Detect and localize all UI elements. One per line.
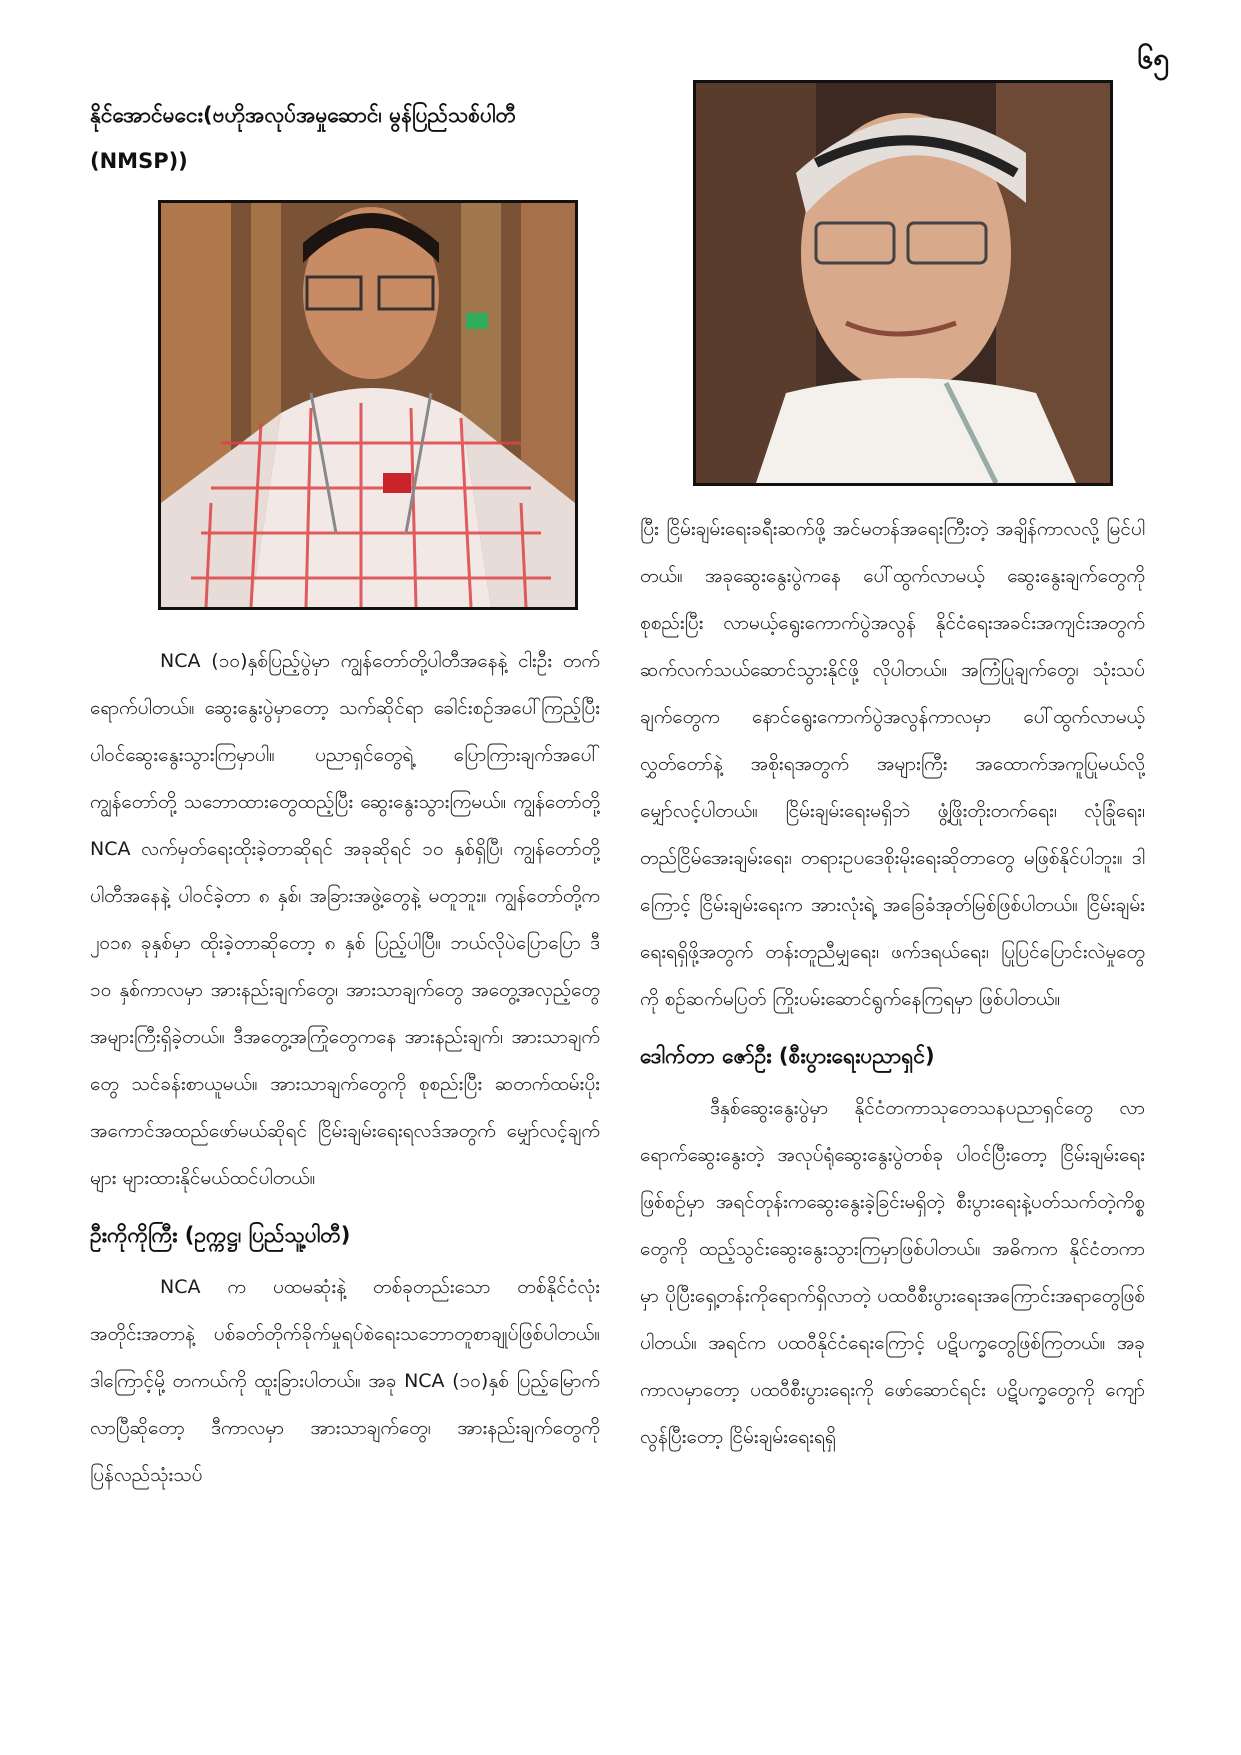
section-heading-ko-ko-gyi: ဦးကိုကိုကြီး (ဥက္ကဋ္ဌ၊ ပြည်သူ့ပါတီ)	[90, 1223, 351, 1247]
left-paragraph-1: NCA (၁၀)နှစ်ပြည့်ပွဲမှာ ကျွန်တော်တို့ပါတီအနေနဲ့ ငါးဦး တက်ရောက်ပါတယ်။ ဆွေးနွေးပွဲမှာတော့ သက်ဆိုင်ရာ ခေါင်းစဉ်အပေါ်ကြည့်ပြီး ပါဝင်ဆွေးနွေးသွားကြမှာပါ။ ပညာရှင်တွေရဲ့ ပြောကြားချက်အပေါ် ကျွန်တော်တို့ သဘောထားတွေထည့်ပြီး ဆွေးနွေးသွားကြမယ်။ ကျွန်တော်တို့ NCA လက်မှတ်ရေးထိုးခဲ့တာဆိုရင် အခုဆိုရင် ၁၀ နှစ်ရှိပြီ၊ ကျွန်တော်တို့ပါတီအနေနဲ့ ပါဝင်ခဲ့တာ ၈ နှစ်၊ အခြားအဖွဲ့တွေနဲ့ မတူဘူး။ ကျွန်တော်တို့က ၂၀၁၈ ခုနှစ်မှာ ထိုးခဲ့တာဆိုတော့ ၈ နှစ် ပြည့်ပါပြီ။ ဘယ်လိုပဲပြောပြော ဒီ ၁၀ နှစ်ကာလမှာ အားနည်းချက်တွေ၊ အားသာချက်တွေ အတွေ့အလှည့်တွေ အများကြီးရှိခဲ့တယ်။ ဒီအတွေ့အကြုံတွေကနေ အားနည်းချက်၊ အားသာချက်တွေ သင်ခန်းစာယူမယ်။ အားသာချက်တွေကို စုစည်းပြီး ဆတက်ထမ်းပိုး အကောင်အထည်ဖော်မယ်ဆိုရင် ငြိမ်းချမ်းရေးရလဒ်အတွက် မျှော်လင့်ချက်များ များထားနိုင်မယ်ထင်ပါတယ်။	[90, 650, 600, 1189]
speaker-name: နိုင်အောင်မငေး(ဗဟိုအလုပ်အမှုဆောင်၊ မွန်ပြည်သစ်ပါတီ	[90, 103, 517, 127]
right-paragraph-1: ပြီး ငြိမ်းချမ်းရေးခရီးဆက်ဖို့ အင်မတန်အရေးကြီးတဲ့ အချိန်ကာလလို့ မြင်ပါတယ်။ အခုဆွေးနွေးပွဲကနေ ပေါ်ထွက်လာမယ့် ဆွေးနွေးချက်တွေကို စုစည်းပြီး လာမယ့်ရွေးကောက်ပွဲအလွန် နိုင်ငံရေးအခင်းအကျင်းအတွက် ဆက်လက်သယ်ဆောင်သွားနိုင်ဖို့ လိုပါတယ်။ အကြံပြုချက်တွေ၊ သုံးသပ်ချက်တွေက နောင်ရွေးကောက်ပွဲအလွန်ကာလမှာ ပေါ်ထွက်လာမယ့် လွှတ်တော်နဲ့ အစိုးရအတွက် အများကြီး အထောက်အကူပြုမယ်လို့ မျှော်လင့်ပါတယ်။ ငြိမ်းချမ်းရေးမရှိဘဲ ဖွံ့ဖြိုးတိုးတက်ရေး၊ လုံခြုံရေး၊ တည်ငြိမ်အေးချမ်းရေး၊ တရားဥပဒေစိုးမိုးရေးဆိုတာတွေ မဖြစ်နိုင်ပါဘူး။ ဒါကြောင့် ငြိမ်းချမ်းရေးက အားလုံးရဲ့ အခြေခံအုတ်မြစ်ဖြစ်ပါတယ်။ ငြိမ်းချမ်းရေးရရှိဖို့အတွက် တန်းတူညီမျှရေး၊ ဖက်ဒရယ်ရေး၊ ပြုပြင်ပြောင်းလဲမှုတွေကို စဉ်ဆက်မပြတ် ကြိုးပမ်းဆောင်ရွက်နေကြရမှာ ဖြစ်ပါတယ်။	[640, 518, 1145, 1010]
page-number: ၆၅	[1137, 42, 1169, 75]
left-column	[90, 92, 600, 1499]
right-paragraph-2: ဒီနှစ်ဆွေးနွေးပွဲမှာ နိုင်ငံတကာသုတေသနပညာရှင်တွေ လာရောက်ဆွေးနွေးတဲ့ အလုပ်ရုံဆွေးနွေးပွဲတစ်ခု ပါဝင်ပြီးတော့ ငြိမ်းချမ်းရေးဖြစ်စဉ်မှာ အရင်တုန်းကဆွေးနွေးခဲ့ခြင်းမရှိတဲ့ စီးပွားရေးနဲ့ပတ်သက်တဲ့ကိစ္စတွေကို ထည့်သွင်းဆွေးနွေးသွားကြမှာဖြစ်ပါတယ်။ အဓိကက နိုင်ငံတကာမှာ ပိုပြီးရှေ့တန်းကိုရောက်ရှိလာတဲ့ ပထဝီစီးပွားရေးအကြောင်းအရာတွေဖြစ်ပါတယ်။ အရင်က ပထဝီနိုင်ငံရေးကြောင့် ပဋိပက္ခတွေဖြစ်ကြတယ်။ အခုကာလမှာတော့ ပထဝီစီးပွားရေးကို ဖော်ဆောင်ရင်း ပဋိပက္ခတွေကို ကျော်လွန်ပြီးတော့ ငြိမ်းချမ်းရေးရရှိ	[640, 1097, 1145, 1448]
speaker-heading-left	[90, 92, 600, 184]
right-column	[640, 80, 1145, 1461]
speaker-org: (NMSP))	[90, 149, 188, 173]
speaker-photo-right	[693, 80, 1113, 486]
speaker-photo-left	[158, 200, 578, 610]
left-paragraph-2: NCA က ပထမဆုံးနဲ့ တစ်ခုတည်းသော တစ်နိုင်ငံလုံးအတိုင်းအတာနဲ့ ပစ်ခတ်တိုက်ခိုက်မှုရပ်စဲရေးသဘောတူစာချုပ်ဖြစ်ပါတယ်။ ဒါကြောင့်မို့ တကယ်ကို ထူးခြားပါတယ်။ အခု NCA (၁၀)နှစ် ပြည့်မြောက်လာပြီဆိုတော့ ဒီကာလမှာ အားသာချက်တွေ၊ အားနည်းချက်တွေကို ပြန်လည်သုံးသပ်	[90, 1276, 600, 1486]
section-heading-zaw-oo: ဒေါက်တာ ဇော်ဦး (စီးပွားရေးပညာရှင်)	[640, 1044, 935, 1068]
